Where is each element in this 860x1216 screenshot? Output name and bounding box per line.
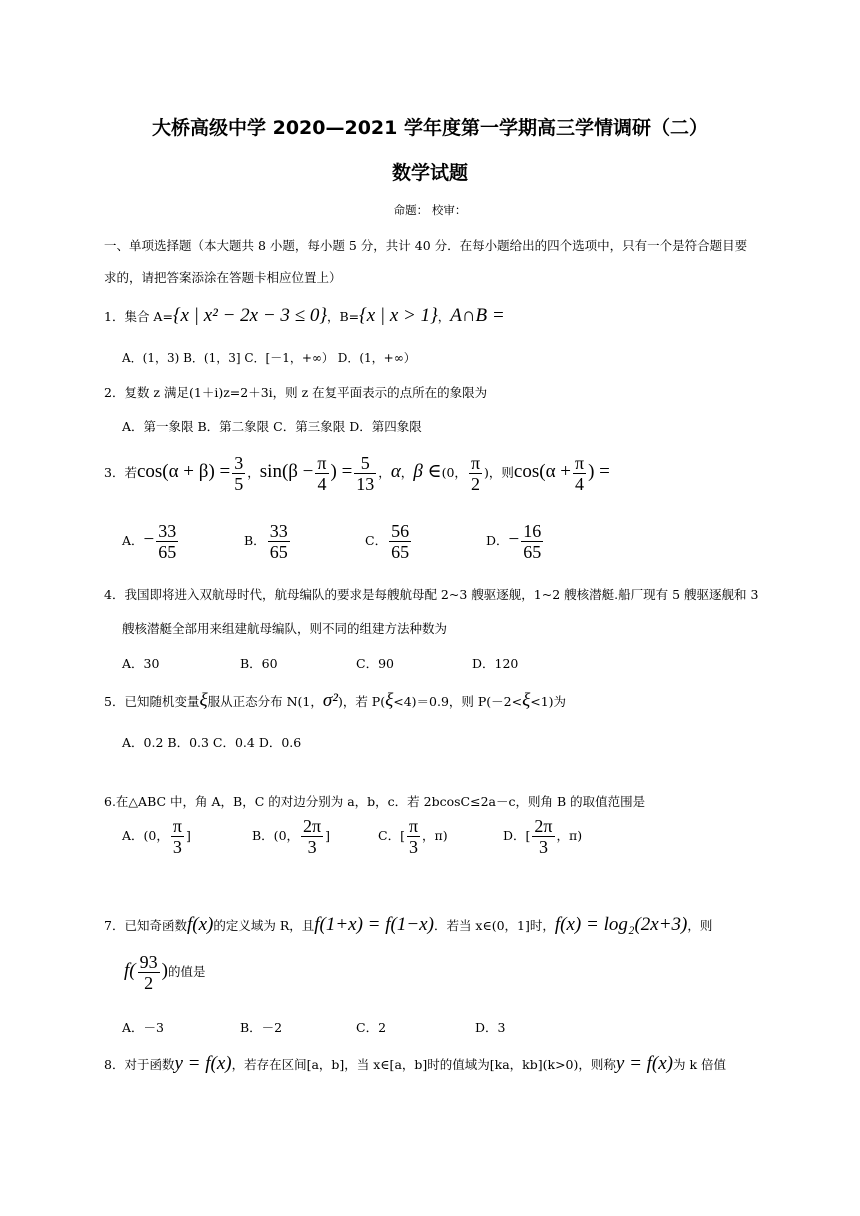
q3-sep2: ， [378, 465, 391, 480]
q1-text-c: ， [437, 309, 451, 324]
q3-option-d-sign: − [508, 529, 520, 550]
q3-sep3: ， [400, 465, 414, 480]
q4-option-b: B．60 [240, 656, 278, 671]
q6-option-b-den: 3 [307, 837, 317, 857]
q6-option-a-pre: A．(0， [122, 828, 169, 843]
question-8 [104, 1053, 726, 1075]
q5-xi-2: ξ [385, 690, 394, 711]
q3-pi-num-b: π [470, 453, 481, 473]
q3-option-d [486, 521, 545, 562]
q1-expr: A∩B = [450, 305, 505, 326]
q8-y1: y = f(x) [174, 1053, 232, 1074]
q6-option-d-pre: D．[ [503, 828, 531, 843]
question-1 [104, 305, 505, 327]
q4-option-c: C．90 [356, 656, 394, 671]
q3-option-c-num: 56 [391, 521, 410, 541]
q3-option-a-fraction [156, 521, 178, 562]
q4-option-d: D．120 [472, 656, 519, 671]
q1-text-a: 1．集合 A= [104, 309, 173, 324]
q5-sigma: σ² [322, 690, 338, 711]
exam-roles: 命题： 校审： [393, 203, 467, 217]
q3-pi-num-c: π [575, 453, 585, 473]
q6-option-b-num: 2π [303, 816, 322, 836]
q3-option-b-label: B． [244, 533, 266, 548]
q4-option-a: A．30 [122, 656, 160, 671]
q3-f1-num: 3 [234, 453, 244, 473]
question-4-line1: 4．我国即将进入双航母时代，航母编队的要求是每艘航母配 2~3 艘驱逐舰，1~2 艘核潜艇.船厂现有 5 艘驱逐舰和 3 [104, 587, 759, 602]
q5-text-b: 服从正态分布 N(1， [207, 694, 323, 709]
q3-option-b [244, 521, 292, 562]
q5-text-d: <4)＝0.9，则 P(－2< [393, 694, 523, 709]
q3-pi-num-a: π [317, 453, 327, 473]
q6-option-b-fraction [301, 816, 323, 857]
q6-option-d-post: ，π) [556, 828, 583, 843]
q8-text-b: ，若存在区间[a，b]，当 x∈[a，b]时的值域为[ka，kb](k>0)，则称 [231, 1057, 616, 1072]
q1-set-b: {x | x > 1} [359, 305, 438, 326]
q3-f2-den: 13 [356, 474, 375, 494]
q6-option-b-post: ] [325, 828, 330, 843]
q3-option-d-fraction [521, 521, 543, 562]
q7-f-close: ) [161, 960, 168, 981]
q6-option-c-pre: C．[ [378, 828, 405, 843]
q3-option-a-num: 33 [158, 521, 177, 541]
question-6: 6.在△ABC 中，角 A，B，C 的对边分别为 a，b，c．若 2bcosC≤2a－c，则角 B 的取值范围是 [104, 794, 646, 809]
q3-sin-expr: sin(β − [259, 461, 314, 482]
q8-text-c: 为 k 倍值 [673, 1057, 727, 1072]
q7-eq: f(1+x) = f(1−x) [314, 914, 434, 935]
q7-text-a: 7．已知奇函数 [104, 918, 187, 933]
q6-option-a [122, 816, 191, 857]
q7-f-open: f( [124, 960, 136, 981]
q3-alpha: α [390, 461, 401, 482]
q3-option-b-fraction [268, 521, 290, 562]
q7-den: 2 [144, 973, 154, 993]
q3-option-c-fraction [389, 521, 411, 562]
q3-option-b-num: 33 [269, 521, 288, 541]
q6-option-d-num: 2π [534, 816, 553, 836]
q6-option-c-post: ，π) [422, 828, 448, 843]
question-4-line2: 艘核潜艇全部用来组建航母编队，则不同的组建方法种数为 [122, 621, 448, 636]
q5-options: A．0.2 B．0.3 C．0.4 D．0.6 [122, 735, 302, 750]
q7-option-c: C．2 [356, 1020, 387, 1035]
q3-option-a-sign: − [143, 529, 155, 550]
q2-options: A．第一象限 B．第二象限 C．第三象限 D．第四象限 [122, 419, 422, 434]
q3-two: 2 [470, 474, 480, 494]
q3-option-a-label: A． [122, 533, 144, 548]
q6-option-c-den: 3 [409, 837, 418, 857]
q3-lead: 3．若 [104, 465, 137, 480]
q7-num: 93 [139, 952, 158, 972]
q5-xi-1: ξ [199, 690, 208, 711]
q6-option-c-num: π [408, 816, 419, 836]
q5-text-a: 5．已知随机变量 [104, 694, 200, 709]
q3-option-d-den: 65 [523, 542, 542, 562]
exam-title: 大桥高级中学 2020—2021 学年度第一学期高三学情调研（二） [152, 117, 708, 139]
q3-fraction-5-13 [354, 453, 376, 494]
q7-text-c: ．若当 x∈(0，1]时， [433, 918, 555, 933]
q3-four-b: 4 [575, 474, 585, 494]
q6-option-c [378, 816, 448, 857]
q3-fraction-pi-4-b [573, 453, 586, 494]
q7-text-b: 的定义域为 R，且 [213, 918, 315, 933]
question-3 [104, 453, 610, 494]
q3-fraction-pi-2 [469, 453, 482, 494]
q1-set-a: {x | x² − 2x − 3 ≤ 0} [172, 305, 327, 326]
q7-fx: f(x) [186, 914, 214, 935]
q7-option-a: A．－3 [122, 1020, 164, 1035]
q6-option-d [503, 816, 582, 857]
q3-fraction-pi-4-a [315, 453, 328, 494]
q7-text-d: ，则 [687, 918, 713, 933]
q3-sep1: ， [247, 465, 260, 480]
q7-tail: 的值是 [167, 964, 206, 979]
section-intro-line1: 一、单项选择题（本大题共 8 小题，每小题 5 分，共计 40 分．在每小题给出的四个选项中，只有一个是符合题目要 [104, 238, 748, 253]
q7-fraction-93-2 [138, 952, 160, 993]
q5-text-e: <1)为 [530, 694, 567, 709]
q3-option-c-den: 65 [391, 542, 410, 562]
exam-subtitle: 数学试题 [391, 162, 468, 184]
q3-f2-num: 5 [354, 453, 376, 474]
q6-option-a-num: π [172, 816, 182, 836]
q6-option-a-fraction [171, 816, 184, 857]
question-2: 2．复数 z 满足(1＋i)z=2＋3i，则 z 在复平面表示的点所在的象限为 [104, 385, 488, 400]
q3-cos-expr: cos(α + β) = [136, 461, 231, 482]
q6-option-a-den: 3 [172, 837, 182, 857]
q3-option-a [122, 521, 180, 562]
section-intro-line2: 求的，请把答案添涂在答题卡相应位置上） [104, 270, 342, 285]
q3-f1-den: 5 [234, 474, 244, 494]
q3-option-a-den: 65 [158, 542, 177, 562]
q3-four-a: 4 [317, 474, 327, 494]
q3-paren-open: (0， [441, 465, 467, 480]
q3-option-c [365, 521, 413, 562]
q3-beta-in: β ∈ [413, 461, 442, 482]
q6-option-d-fraction [532, 816, 554, 857]
q3-option-d-label: D． [486, 533, 509, 548]
q7-option-b: B．－2 [240, 1020, 283, 1035]
q3-fraction-3-5 [232, 453, 245, 494]
q6-option-d-den: 3 [538, 837, 548, 857]
q7-option-d: D．3 [475, 1020, 506, 1035]
q3-paren-close: )，则 [484, 465, 514, 480]
q6-option-b [252, 816, 330, 857]
question-5 [104, 690, 566, 712]
q6-option-b-pre: B．(0， [252, 828, 300, 843]
q6-option-a-post: ] [185, 828, 191, 843]
q5-xi-3: ξ [522, 690, 531, 711]
q3-end: ) = [588, 461, 610, 482]
q6-option-c-fraction [407, 816, 420, 857]
q3-option-d-num: 16 [523, 521, 542, 541]
q5-text-c: )，若 P( [337, 694, 386, 709]
q8-text-a: 8．对于函数 [104, 1057, 175, 1072]
q8-y2: y = f(x) [615, 1053, 674, 1074]
q3-close-eq: ) = [330, 461, 353, 482]
q1-options: A．(1，3) B．(1，3] C．[－1，+∞） D．(1，+∞） [122, 351, 416, 365]
q3-option-c-label: C． [365, 533, 388, 548]
q3-option-b-den: 65 [269, 542, 288, 562]
q3-cos2-expr: cos(α + [513, 461, 571, 482]
q7-continuation [124, 952, 205, 993]
q7-log: f(x) = log₂(2x+3) [554, 914, 688, 935]
q1-text-b: ，B= [326, 309, 360, 324]
question-7 [104, 914, 712, 936]
